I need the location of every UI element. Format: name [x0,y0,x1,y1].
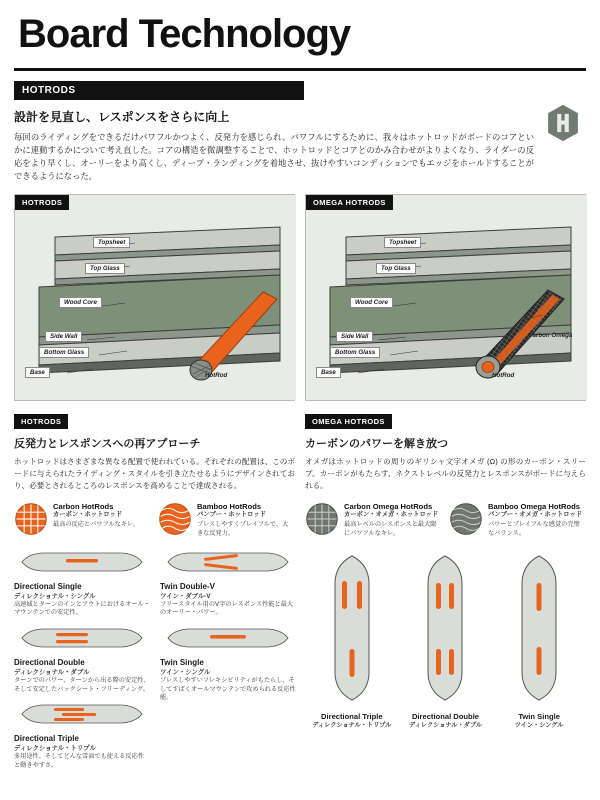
rod-name: Carbon Omega HotRods [344,501,433,511]
layer-tag-wood-core: Wood Core [59,297,102,308]
layer-tag-top-glass: Top Glass [85,263,125,274]
shape-desc: 多用途性、そしてどんな雪面でも使える反応性と動きやすさ。 [14,753,144,770]
shape-item-twin-double-v [160,549,296,618]
trio-name-jp: ディレクショナル・ダブル [409,721,482,729]
page-header [14,0,586,60]
shape-name: Twin Single [160,658,204,668]
omega-board-trio [305,553,586,730]
layer-tag-side-wall: Side Wall [336,331,373,342]
trio-name: Twin Single [518,711,560,721]
shape-item-directional-double [14,625,150,694]
shape-name-jp: ディレクショナル・シングル [14,592,96,600]
layer-tag-topsheet: Topsheet [384,237,421,248]
shape-list [14,549,295,778]
trio-item-directional-triple [310,553,394,730]
panel-omega-hotrods [305,194,586,401]
shape-name-jp: ディレクショナル・ダブル [14,669,90,677]
rod-name-jp: カーボン・ホットロッド [53,511,123,519]
rod-desc: パワーとプレイフルな感覚の完璧なバランス。 [488,521,580,538]
shape-desc: フリースタイル用のV字のレスポンス性能と最大のオーリー・パワー。 [160,600,294,617]
col-body-hotrods: ホットロッドはさまざまな異なる配置で使われている。それぞれの配置は、このボードに与えられたライディング・スタイルを引き立たせるようにデザインされており、必要とされるところのレスポンスを高めることで達成される。 [14,457,295,490]
page-title: Board Technology [18,12,351,56]
shape-item-directional-triple [14,701,150,770]
layer-tag-top-glass: Top Glass [376,263,416,274]
brand-hexagon-icon [546,104,580,142]
shape-item-directional-single [14,549,150,618]
rod-desc: 最高レベルのレスポンスと最大限にパワフルなキレ。 [344,521,437,538]
callout-carbon-omega: Carbon Omega [528,332,573,340]
board-vertical-twin-single-icon [509,553,569,703]
lower-columns [14,411,586,777]
board-vertical-directional-triple-icon [322,553,382,703]
rod-name: Carbon HotRods [53,501,114,511]
omega-cross-section-svg [306,195,587,400]
panel-hotrods [14,194,295,401]
callout-hotrod: HotRod [492,372,515,380]
shape-desc: プレスしやすいフレキシビリティがもたらし、そしてすばくオールマウンテンで攻められる反応性能。 [160,677,296,702]
board-vertical-directional-double-icon [415,553,475,703]
rod-name-jp: バンブー・オメガ・ホットロッド [488,511,583,519]
shape-name: Directional Double [14,658,85,668]
shape-desc: ターンでのパワー、ターンから出る際の安定性、そして安定したバックシート・フリーディング。 [14,677,150,693]
section-body: 毎回のライディングをできるだけパワフルかつよく、反発力を感じられ、パワフルにするために、我々はホットロッドがボードのコアといかに連動するかについて考え直した。コアの構造を微調整することで、ホットロッドとコアとのかみ合わせがよりよくなり、ライダーの反応をより早くし、オーリーをより高くし、ディープ・ランディングを着地させ、抜けやすいコンディションでもエッジをホールドすることができるようになった。 [14,132,534,181]
column-omega [305,411,586,777]
rod-name: Bamboo HotRods [197,501,262,511]
panel-diagram-hotrods [15,195,294,400]
bamboo-omega-wave-icon [449,502,483,536]
layer-tag-wood-core: Wood Core [350,297,393,308]
rod-name-jp: カーボン・オメガ・ホットロッド [344,511,439,519]
hotrods-cross-section-svg [15,195,296,400]
shape-col-right [160,549,296,778]
col-body-omega: オメガはホットロッドの周りのギリシャ文字オメガ (Ω) の形のカーボン・スリーブ。カーボンがもたらす、ネクストレベルの反発力とレスポンスがボードに与えられる。 [305,457,586,490]
rod-desc: 最高の反応とパワフルなキレ。 [53,521,139,529]
shape-name-jp: ディレクショナル・トリプル [14,745,96,753]
rod-name: Bamboo Omega HotRods [488,501,580,511]
col-heading-hotrods: 反発力とレスポンスへの再アプローチ [14,438,201,451]
shape-name-jp: ツイン・シングル [160,669,211,677]
callout-hotrod: HotRod [205,372,228,380]
trio-name: Directional Double [411,711,480,721]
trio-item-twin-single [497,553,581,730]
col-heading-omega: カーボンのパワーを解き放つ [305,438,448,451]
bamboo-wave-icon [158,502,192,536]
panel-label-omega: OMEGA HOTRODS [306,195,393,210]
board-top-twin-single-icon [160,625,296,651]
rod-type-bamboo [158,502,294,539]
carbon-grid-icon [14,502,48,536]
column-hotrods [14,411,295,777]
layer-tag-side-wall: Side Wall [45,331,82,342]
title-divider [14,68,586,71]
panel-label-hotrods: HOTRODS [15,195,69,210]
rod-type-carbon-omega [305,502,441,539]
board-top-directional-double-icon [14,625,150,651]
shape-item-twin-single [160,625,296,703]
col-bar-hotrods: HOTRODS [14,414,68,429]
rod-types-hotrods [14,502,295,539]
trio-name: Directional Triple [321,711,383,721]
section-heading: 設計を見直し、レスポンスをさらに向上 [14,110,230,124]
panel-diagram-omega [306,195,585,400]
board-top-directional-triple-icon [14,701,150,727]
rod-desc: プレスしやすくプレイフルで、大きな反発力。 [197,521,289,538]
col-bar-omega: OMEGA HOTRODS [305,414,392,429]
carbon-omega-grid-icon [305,502,339,536]
rod-types-omega [305,502,586,539]
rod-type-carbon [14,502,150,539]
layer-tag-topsheet: Topsheet [93,237,130,248]
layer-tag-base: Base [25,367,50,378]
shape-name-jp: ツイン・ダブル-V [160,592,211,600]
trio-item-directional-double [403,553,487,730]
board-top-twin-double-v-icon [160,549,296,575]
rod-type-bamboo-omega [449,502,585,539]
shape-col-left [14,549,150,778]
construction-panels [14,194,586,401]
shape-name: Directional Single [14,581,82,591]
shape-name: Twin Double-V [160,581,215,591]
layer-tag-base: Base [316,367,341,378]
rod-name-jp: バンブー・ホットロッド [197,511,266,519]
board-top-directional-single-icon [14,549,150,575]
shape-name: Directional Triple [14,734,79,744]
layer-tag-bottom-glass: Bottom Glass [330,347,380,358]
trio-name-jp: ディレクショナル・トリプル [312,721,392,729]
section-bar-hotrods: HOTRODS [14,81,304,100]
shape-desc: 高速域とターンのインとアウトにおけるオール・マウンテンでの安定性。 [14,600,150,617]
trio-name-jp: ツイン・シングル [514,721,564,729]
layer-tag-bottom-glass: Bottom Glass [39,347,89,358]
